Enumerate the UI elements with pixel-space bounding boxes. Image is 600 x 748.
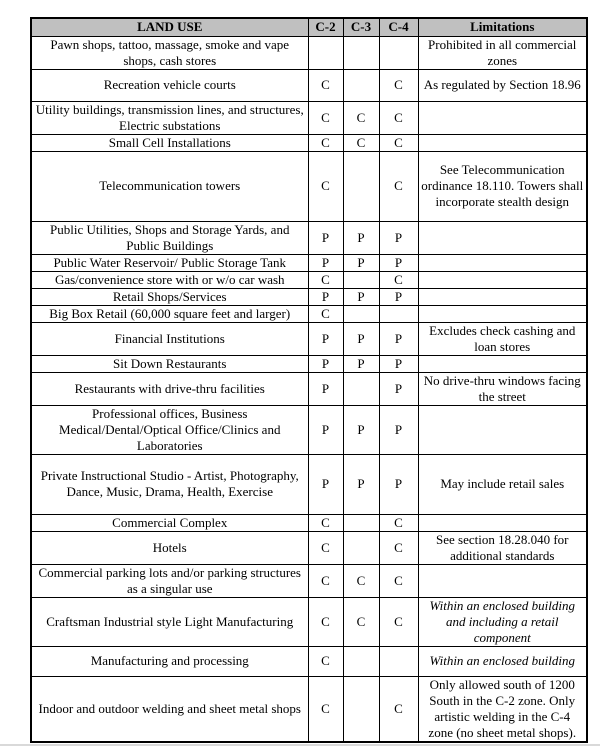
zone-c2-cell: P — [308, 454, 343, 514]
table-row — [31, 221, 587, 254]
zone-c4-cell: C — [379, 531, 418, 564]
zone-c3-cell: P — [343, 405, 379, 454]
limitations-cell — [418, 271, 587, 288]
table-row — [31, 288, 587, 305]
limitations-cell — [418, 254, 587, 271]
land-use-cell: Pawn shops, tattoo, massage, smoke and vape shops, cash stores — [31, 36, 308, 69]
land-use-cell: Recreation vehicle courts — [31, 69, 308, 101]
zone-c4-cell: C — [379, 101, 418, 134]
zone-c3-cell: C — [343, 101, 379, 134]
zone-c4-cell: P — [379, 355, 418, 372]
zone-c4-cell: C — [379, 271, 418, 288]
table-row — [31, 101, 587, 134]
zone-c3-cell — [343, 36, 379, 69]
land-use-cell: Public Water Reservoir/ Public Storage Tank — [31, 254, 308, 271]
zone-c4-cell: P — [379, 372, 418, 405]
zone-c4-cell: C — [379, 134, 418, 151]
table-row — [31, 69, 587, 101]
zone-c2-cell: C — [308, 69, 343, 101]
zone-c2-cell: P — [308, 322, 343, 355]
zone-c2-cell: C — [308, 271, 343, 288]
zone-c2-cell: P — [308, 221, 343, 254]
zone-c4-cell: C — [379, 151, 418, 221]
limitations-cell: Within an enclosed building and including a retail component — [418, 597, 587, 646]
zone-c3-cell: P — [343, 221, 379, 254]
table-row — [31, 322, 587, 355]
zone-c2-cell: P — [308, 355, 343, 372]
zone-c2-cell: P — [308, 288, 343, 305]
limitations-cell — [418, 288, 587, 305]
zone-c2-cell: P — [308, 254, 343, 271]
limitations-cell: Only allowed south of 1200 South in the C-2 zone. Only artistic welding in the C-4 zone (no sheet metal shops). — [418, 676, 587, 742]
zone-c2-cell: C — [308, 676, 343, 742]
limitations-cell — [418, 134, 587, 151]
limitations-cell — [418, 514, 587, 531]
table-row — [31, 355, 587, 372]
table-row — [31, 305, 587, 322]
table-row — [31, 372, 587, 405]
limitations-cell: No drive-thru windows facing the street — [418, 372, 587, 405]
zone-c3-cell — [343, 676, 379, 742]
limitations-cell: Within an enclosed building — [418, 646, 587, 676]
table-row — [31, 271, 587, 288]
limitations-cell — [418, 101, 587, 134]
limitations-cell: Excludes check cashing and loan stores — [418, 322, 587, 355]
zone-c3-cell — [343, 646, 379, 676]
limitations-cell — [418, 221, 587, 254]
zone-c3-cell — [343, 69, 379, 101]
zone-c4-cell: P — [379, 454, 418, 514]
limitations-cell — [418, 305, 587, 322]
zone-c2-cell: C — [308, 305, 343, 322]
zone-c2-cell — [308, 36, 343, 69]
limitations-cell: May include retail sales — [418, 454, 587, 514]
land-use-cell: Professional offices, Business Medical/Dental/Optical Office/Clinics and Laboratories — [31, 405, 308, 454]
land-use-cell: Restaurants with drive-thru facilities — [31, 372, 308, 405]
zone-c3-cell: P — [343, 355, 379, 372]
table-row — [31, 564, 587, 597]
limitations-cell — [418, 405, 587, 454]
land-use-cell: Sit Down Restaurants — [31, 355, 308, 372]
table-row — [31, 676, 587, 742]
land-use-cell: Hotels — [31, 531, 308, 564]
table-row — [31, 405, 587, 454]
land-use-cell: Private Instructional Studio - Artist, Photography, Dance, Music, Drama, Health, Exercise — [31, 454, 308, 514]
table-row — [31, 151, 587, 221]
zone-c4-cell — [379, 305, 418, 322]
zone-c3-cell: P — [343, 254, 379, 271]
zone-c4-cell — [379, 646, 418, 676]
zone-c4-cell: C — [379, 69, 418, 101]
column-header-limitations: Limitations — [418, 18, 587, 36]
table-row — [31, 514, 587, 531]
land-use-cell: Public Utilities, Shops and Storage Yards, and Public Buildings — [31, 221, 308, 254]
table-row — [31, 36, 587, 69]
zone-c4-cell: P — [379, 254, 418, 271]
zone-c2-cell: C — [308, 564, 343, 597]
zone-c4-cell: C — [379, 564, 418, 597]
zone-c2-cell: C — [308, 531, 343, 564]
land-use-cell: Commercial Complex — [31, 514, 308, 531]
table-row — [31, 134, 587, 151]
zone-c4-cell: C — [379, 514, 418, 531]
limitations-cell — [418, 564, 587, 597]
land-use-cell: Manufacturing and processing — [31, 646, 308, 676]
zone-c4-cell: P — [379, 288, 418, 305]
column-header-c4: C-4 — [379, 18, 418, 36]
land-use-cell: Commercial parking lots and/or parking structures as a singular use — [31, 564, 308, 597]
land-use-cell: Gas/convenience store with or w/o car wash — [31, 271, 308, 288]
table-body — [31, 36, 587, 742]
column-header-c2: C-2 — [308, 18, 343, 36]
zone-c2-cell: C — [308, 101, 343, 134]
table-row — [31, 646, 587, 676]
limitations-cell: See section 18.28.040 for additional standards — [418, 531, 587, 564]
land-use-cell: Small Cell Installations — [31, 134, 308, 151]
zone-c3-cell — [343, 151, 379, 221]
land-use-cell: Craftsman Industrial style Light Manufacturing — [31, 597, 308, 646]
zone-c2-cell: C — [308, 151, 343, 221]
limitations-cell: See Telecommunication ordinance 18.110. Towers shall incorporate stealth design — [418, 151, 587, 221]
table-row — [31, 597, 587, 646]
land-use-cell: Big Box Retail (60,000 square feet and larger) — [31, 305, 308, 322]
zone-c4-cell: C — [379, 597, 418, 646]
zone-c3-cell: P — [343, 322, 379, 355]
land-use-cell: Indoor and outdoor welding and sheet metal shops — [31, 676, 308, 742]
limitations-cell — [418, 355, 587, 372]
zone-c4-cell: P — [379, 405, 418, 454]
zone-c2-cell: C — [308, 646, 343, 676]
zone-c3-cell: C — [343, 597, 379, 646]
land-use-cell: Telecommunication towers — [31, 151, 308, 221]
zone-c4-cell: C — [379, 676, 418, 742]
land-use-cell: Utility buildings, transmission lines, and structures, Electric substations — [31, 101, 308, 134]
table-header-row — [31, 18, 587, 36]
land-use-zoning-table — [30, 17, 588, 743]
page-bottom-edge-line — [0, 744, 600, 746]
zone-c4-cell — [379, 36, 418, 69]
column-header-land-use: LAND USE — [31, 18, 308, 36]
zone-c4-cell: P — [379, 221, 418, 254]
zone-c3-cell: P — [343, 454, 379, 514]
zone-c3-cell — [343, 372, 379, 405]
column-header-c3: C-3 — [343, 18, 379, 36]
limitations-cell: As regulated by Section 18.96 — [418, 69, 587, 101]
land-use-cell: Financial Institutions — [31, 322, 308, 355]
table-row — [31, 531, 587, 564]
zone-c4-cell: P — [379, 322, 418, 355]
zone-c2-cell: C — [308, 597, 343, 646]
table-row — [31, 454, 587, 514]
zone-c3-cell — [343, 531, 379, 564]
zone-c2-cell: P — [308, 405, 343, 454]
zone-c3-cell — [343, 305, 379, 322]
land-use-cell: Retail Shops/Services — [31, 288, 308, 305]
zone-c2-cell: P — [308, 372, 343, 405]
zone-c2-cell: C — [308, 514, 343, 531]
zone-c3-cell — [343, 271, 379, 288]
limitations-cell: Prohibited in all commercial zones — [418, 36, 587, 69]
zone-c3-cell: C — [343, 564, 379, 597]
zone-c3-cell: C — [343, 134, 379, 151]
zone-c3-cell: P — [343, 288, 379, 305]
table-row — [31, 254, 587, 271]
zone-c3-cell — [343, 514, 379, 531]
zone-c2-cell: C — [308, 134, 343, 151]
